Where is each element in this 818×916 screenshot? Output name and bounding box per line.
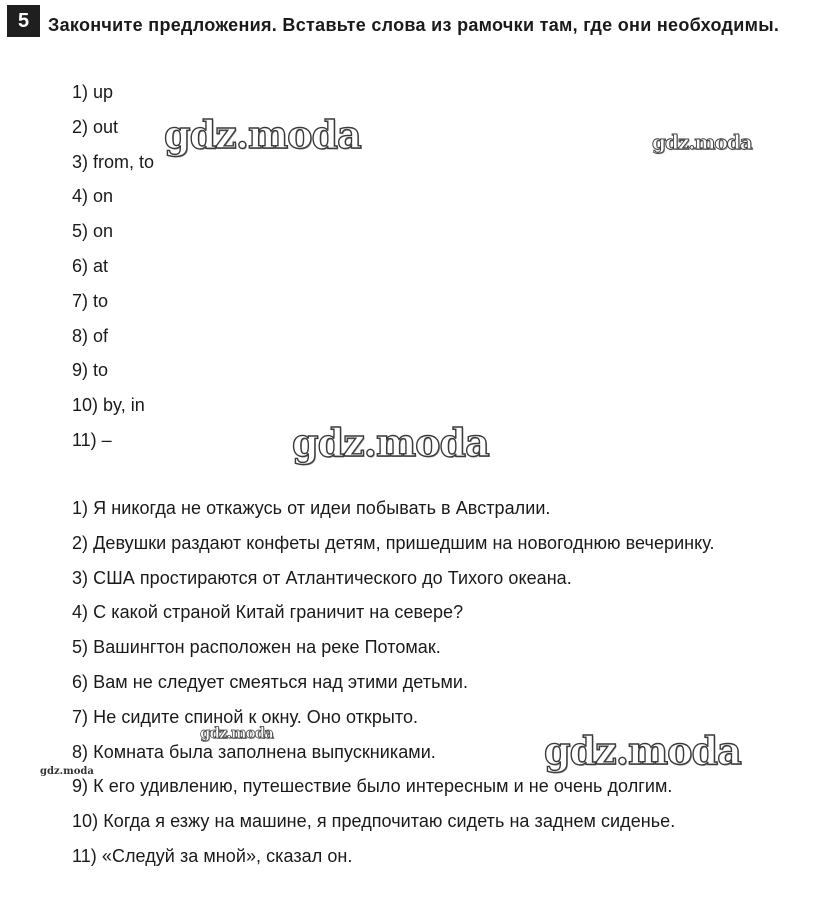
translation-item: 10) Когда я езжу на машине, я предпочитаю сидеть на заднем сиденье. — [72, 811, 676, 832]
answer-item: 5) on — [72, 221, 114, 242]
answer-item: 7) to — [72, 290, 109, 311]
answer-item: 3) from, to — [72, 151, 155, 172]
answer-item: 8) of — [72, 325, 109, 346]
watermark: gdz.moda — [40, 766, 94, 777]
watermark: gdz.moda — [544, 728, 741, 773]
task-number-badge: 5 — [7, 5, 40, 37]
task-instruction: Закончите предложения. Вставьте слова из рамочки там, где они необходимы. — [48, 15, 780, 35]
translation-item: 5) Вашингтон расположен на реке Потомак. — [72, 637, 441, 658]
watermark: gdz.moda — [292, 420, 489, 465]
answer-item: 4) on — [72, 186, 114, 207]
watermark: gdz.moda — [200, 724, 273, 742]
answer-item: 10) by, in — [72, 395, 145, 416]
watermark: gdz.moda — [164, 112, 361, 157]
answer-item: 11) – — [72, 429, 112, 450]
answer-item: 1) up — [72, 82, 114, 102]
translation-item: 8) Комната была заполнена выпускниками. — [72, 741, 436, 762]
answers-list — [72, 76, 154, 459]
watermark: gdz.moda — [652, 130, 752, 154]
translation-item: 7) Не сидите спиной к окну. Оно открыто. — [72, 706, 419, 727]
answer-item: 2) out — [72, 116, 119, 137]
answer-item: 9) to — [72, 360, 109, 381]
answer-item: 6) at — [72, 255, 109, 276]
translation-item: 6) Вам не следует смеяться над этими детьми. — [72, 671, 469, 692]
translation-item: 9) К его удивлению, путешествие было интересным и не очень долгим. — [72, 776, 673, 797]
translation-item: 4) С какой страной Китай граничит на севере? — [72, 602, 464, 623]
translation-item: 2) Девушки раздают конфеты детям, пришедшим на новогоднюю вечеринку. — [72, 532, 715, 553]
translations-list — [72, 492, 715, 875]
translation-item: 3) США простираются от Атлантического до Тихого океана. — [72, 567, 572, 588]
translation-item: 1) Я никогда не откажусь от идеи побывать в Австралии. — [72, 498, 551, 518]
translation-item: 11) «Следуй за мной», сказал он. — [72, 845, 353, 866]
